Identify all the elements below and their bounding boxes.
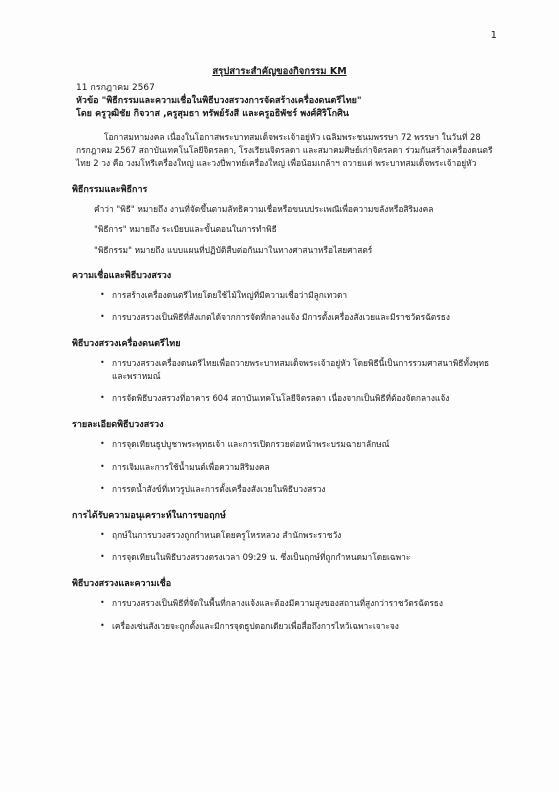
definition-item: "พิธีการ" หมายถึง ระเบียบและขั้นตอนในการทำพิธี [94,224,277,235]
section-heading-rituals: พิธีกรรมและพิธีการ [72,185,148,196]
definition-item: คำว่า "พิธี" หมายถึง งานที่จัดขึ้นตามลัทธิความเชื่อหรือขนบประเพณีเพื่อความขลังหรือสิริมงคล [94,204,434,215]
subject-line: หัวข้อ "พิธีกรรมและความเชื่อในพิธีบวงสรวงการจัดสร้างเครื่องดนตรีไทย" [76,96,362,107]
bullet-icon: • [100,312,105,322]
bullet-list [76,357,496,405]
date-line: 11 กรกฎาคม 2567 [76,83,155,93]
list-item-text: การบวงสรวงเป็นพิธีที่สังเกตได้จากการจัดที่กลางแจ้ง มีการตั้งเครื่องสังเวยและมีราชวัตรฉัตรธง [112,312,450,323]
section-heading-ceremony-beliefs: พิธีบวงสรวงและความเชื่อ [72,579,172,590]
bullet-icon: • [100,484,105,494]
bullet-list [76,289,496,324]
bullet-list [76,438,496,496]
document-title: สรุปสาระสำคัญของกิจกรรม KM [212,66,347,77]
section-heading-beliefs: ความเชื่อและพิธีบวงสรวง [72,270,172,281]
list-item [76,461,496,474]
list-item [76,597,496,610]
section-heading-ceremony-details: รายละเอียดพิธีบวงสรวง [72,419,164,430]
bullet-list [76,597,496,632]
list-item [76,289,496,302]
section-heading-instrument-ceremony: พิธีบวงสรวงเครื่องดนตรีไทย [72,339,181,350]
list-item-text: ฤกษ์ในการบวงสรวงถูกกำหนดโดยครูโหรหลวง สำนักพระราชวัง [112,529,342,540]
document-body [72,82,496,642]
bullet-icon: • [100,461,105,471]
list-item-text: การเจิมและการใช้น้ำมนต์เพื่อความสิริมงคล [112,461,270,472]
bullet-icon: • [100,552,105,562]
list-item [76,620,496,633]
authors-line: โดย ครูวุฒิชัย กิจวาส ,ครูสุมธา ทรัพย์รังสี และครูอธิพัชร์ พงศ์ศิริโกศิน [76,109,349,120]
list-item-text: การจุดเทียนในพิธีบวงสรวงตรงเวลา 09:29 น. ซึ่งเป็นฤกษ์ที่ถูกกำหนดมาโดยเฉพาะ [112,552,411,563]
list-item [76,551,496,564]
definition-item: "พิธีกรรม" หมายถึง แบบแผนที่ปฏิบัติสืบต่อกันมาในทางศาสนาหรือไสยศาสตร์ [94,244,373,255]
bullet-icon: • [100,289,105,299]
list-item-text: การสร้างเครื่องดนตรีไทยโดยใช้ไม้ใหญ่ที่มีความเชื่อว่ามีลูกเทวดา [112,289,348,300]
bullet-icon: • [100,438,105,448]
list-item [76,392,496,405]
list-item-text: การจุดเทียนธูปบูชาพระพุทธเจ้า และการเปิดกรวยต่อหน้าพระบรมฉายาลักษณ์ [112,438,390,449]
list-item [76,311,496,324]
bullet-icon: • [100,620,105,630]
list-item-text: การรดน้ำสังข์ที่เทวรูปและการตั้งเครื่องสังเวยในพิธีบวงสรวง [112,484,326,495]
list-item [76,438,496,451]
list-item [76,483,496,496]
bullet-list [76,529,496,564]
list-item [76,357,496,382]
list-item-text: เครื่องเซ่นสังเวยจะถูกตั้งและมีการจุดธูปดอกเดียวเพื่อสื่อถึงการไหว้เฉพาะเจาะจง [112,620,399,631]
list-item-text: การจัดพิธีบวงสรวงที่อาคาร 604 สถาบันเทคโนโลยีจิตรลดา เนื่องจากเป็นพิธีที่ต้องจัดกลางแจ้ง [112,393,450,404]
list-item-text: การบวงสรวงเครื่องดนตรีไทยเพื่อถวายพระบาทสมเด็จพระเจ้าอยู่หัว โดยพิธีนี้เป็นการรวมศาสนาพิธีทั้งพุทธและพราหมณ์ [112,358,490,381]
list-item [76,529,496,542]
section-heading-auspicious-time: การได้รับความอนุเคราะห์ในการขอฤกษ์ [72,510,226,521]
bullet-icon: • [100,598,105,608]
bullet-icon: • [100,529,105,539]
intro-paragraph: โอกาสมหามงคล เนื่องในโอกาสพระบาทสมเด็จพระเจ้าอยู่หัว เฉลิมพระชนมพรรษา 72 พรรษา ในวันที่ 28 กรกฎาคม 2567 สถาบันเทคโนโลยีจิตรลดา, โรงเรียนจิตรลดา และสมาคมศิษย์เก่าจิตรลดา ร่วมกันสร้างเครื่องดนตรีไทย 2 วง คือ วงมโหรีเครื่องใหญ่ และวงปี่พาทย์เครื่องใหญ่ เพื่อน้อมเกล้าฯ ถวายแด่ พระบาทสมเด็จพระเจ้าอยู่หัว [76,132,493,169]
list-item-text: การบวงสรวงเป็นพิธีที่จัดในพื้นที่กลางแจ้งและต้องมีความสูงของสถานที่สูงกว่าราชวัตรฉัตรธง [112,598,444,609]
page-number: 1 [490,30,497,41]
bullet-icon: • [100,358,105,368]
bullet-icon: • [100,393,105,403]
